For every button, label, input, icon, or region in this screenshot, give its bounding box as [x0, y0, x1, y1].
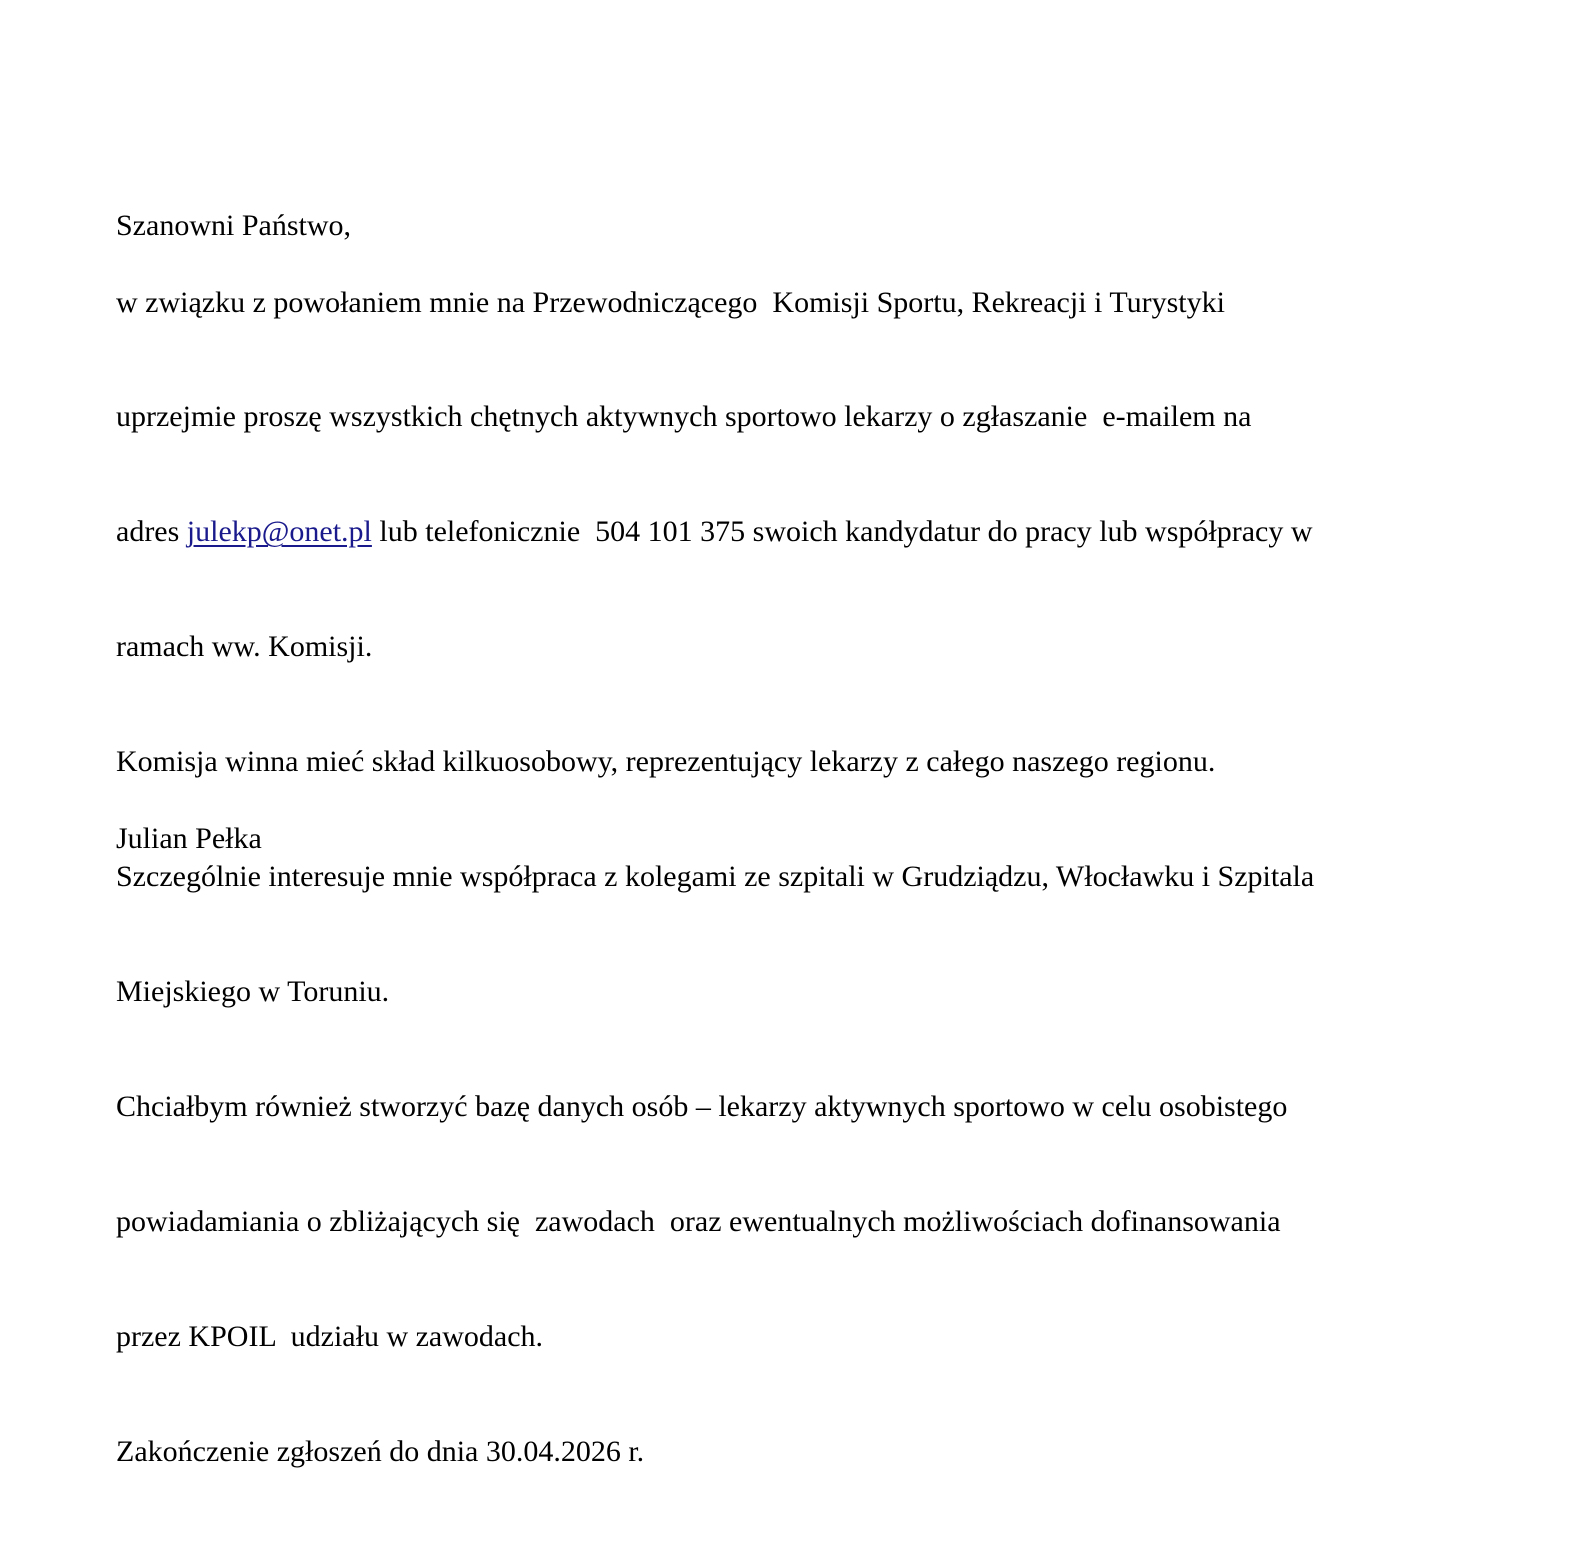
body-line-5: Komisja winna mieć skład kilkuosobowy, reprezentujący lekarzy z całego naszego regionu.: [116, 745, 1216, 779]
body-line-7: Miejskiego w Toruniu.: [116, 974, 390, 1008]
body-line-3-suffix: lub telefonicznie 504 101 375 swoich kandydatur do pracy lub współpracy w: [371, 515, 1313, 549]
body-line-11: Zakończenie zgłoszeń do dnia 30.04.2026 r.: [116, 1434, 645, 1468]
body-line-9: powiadamiania o zbliżających się zawodach oraz ewentualnych możliwościach dofinansowania: [116, 1204, 1281, 1238]
salutation-text: Szanowni Państwo,: [116, 208, 351, 242]
body-line-4: ramach ww. Komisji.: [116, 630, 373, 664]
body-line-3: [116, 513, 1516, 551]
body-line-2: uprzejmie proszę wszystkich chętnych aktywnych sportowo lekarzy o zgłaszanie e-mailem na: [116, 400, 1252, 434]
body-line-6: Szczególnie interesuje mnie współpraca z kolegami ze szpitali w Grudziądzu, Włocławku i Szpitala: [116, 860, 1315, 894]
signature-text: Julian Pełka: [116, 821, 262, 855]
body-line-3-prefix: adres: [116, 515, 187, 549]
email-link[interactable]: julekp@onet.pl: [186, 515, 372, 549]
body-line-10: przez KPOIL udziału w zawodach.: [116, 1319, 544, 1353]
body-line-8: Chciałbym również stworzyć bazę danych osób – lekarzy aktywnych sportowo w celu osobistego: [116, 1089, 1288, 1123]
body-line-1: w związku z powołaniem mnie na Przewodniczącego Komisji Sportu, Rekreacji i Turystyki: [116, 285, 1225, 319]
signature: [116, 743, 1516, 934]
